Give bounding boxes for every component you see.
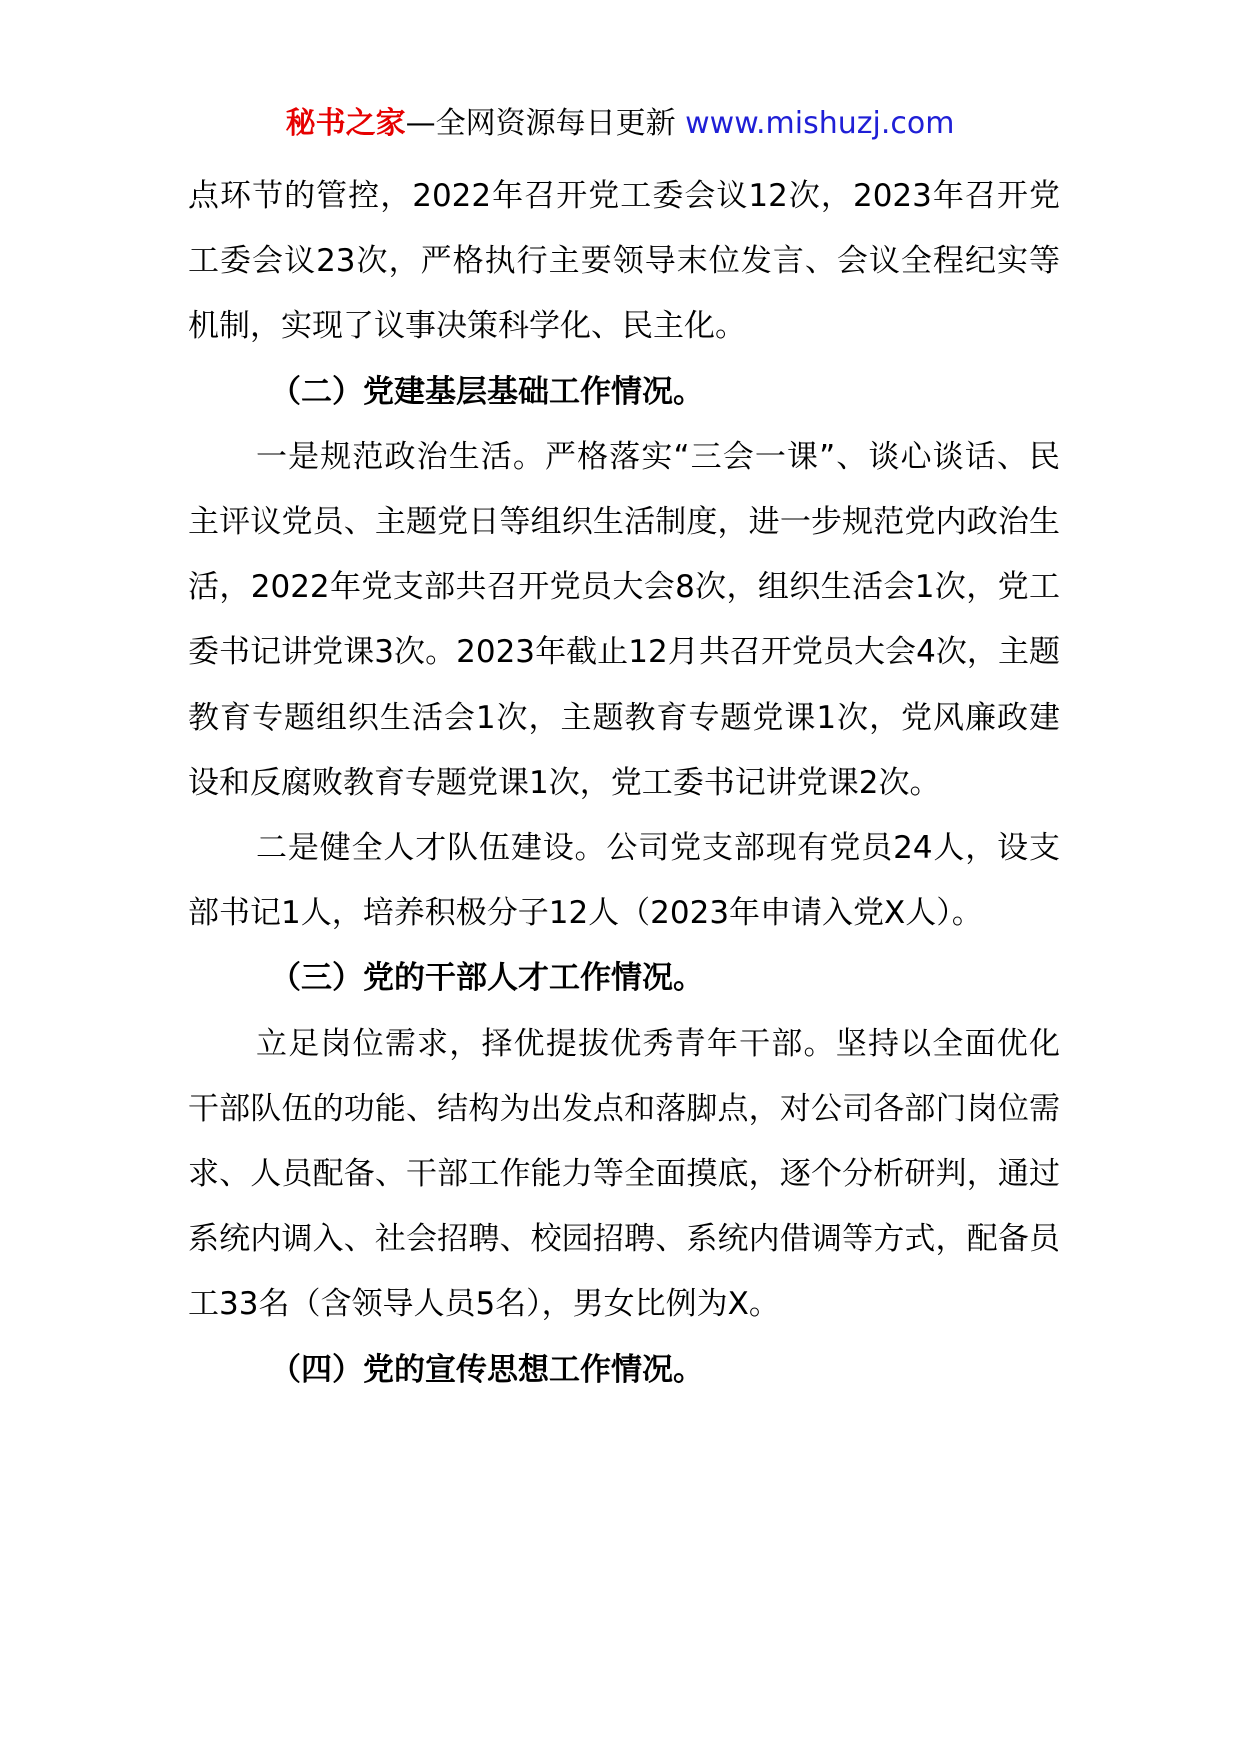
header-url-link[interactable]: www.mishuzj.com xyxy=(685,106,955,141)
paragraph: 二是健全人才队伍建设。公司党支部现有党员24人，设支部书记1人，培养积极分子12人（2023年申请入党X人）。 xyxy=(188,830,1060,932)
section-heading-4: （四）党的宣传思想工作情况。 xyxy=(270,1351,704,1388)
header-tagline: —全网资源每日更新 xyxy=(405,106,686,141)
section-heading-3: （三）党的干部人才工作情况。 xyxy=(270,960,704,997)
paragraph-continued: 点环节的管控，2022年召开党工委会议12次，2023年召开党工委会议23次，严格执行主要领导末位发言、会议全程纪实等机制，实现了议事决策科学化、民主化。 xyxy=(188,178,1060,345)
document-body xyxy=(188,164,1060,1403)
brand-name: 秘书之家 xyxy=(285,106,406,141)
section-heading-2: （二）党建基层基础工作情况。 xyxy=(270,373,704,410)
paragraph: 立足岗位需求，择优提拔优秀青年干部。坚持以全面优化干部队伍的功能、结构为出发点和落脚点，对公司各部门岗位需求、人员配备、干部工作能力等全面摸底，逐个分析研判，通过系统内调入、社会招聘、校园招聘、系统内借调等方式，配备员工33名（含领导人员5名），男女比例为X。 xyxy=(188,1025,1060,1323)
watermark-header xyxy=(0,98,1240,150)
paragraph: 一是规范政治生活。严格落实“三会一课”、谈心谈话、民主评议党员、主题党日等组织生活制度，进一步规范党内政治生活，2022年党支部共召开党员大会8次，组织生活会1次，党工委书记讲党课3次。2023年截止12月共召开党员大会4次，主题教育专题组织生活会1次，主题教育专题党课1次，党风廉政建设和反腐败教育专题党课1次，党工委书记讲党课2次。 xyxy=(188,438,1060,801)
